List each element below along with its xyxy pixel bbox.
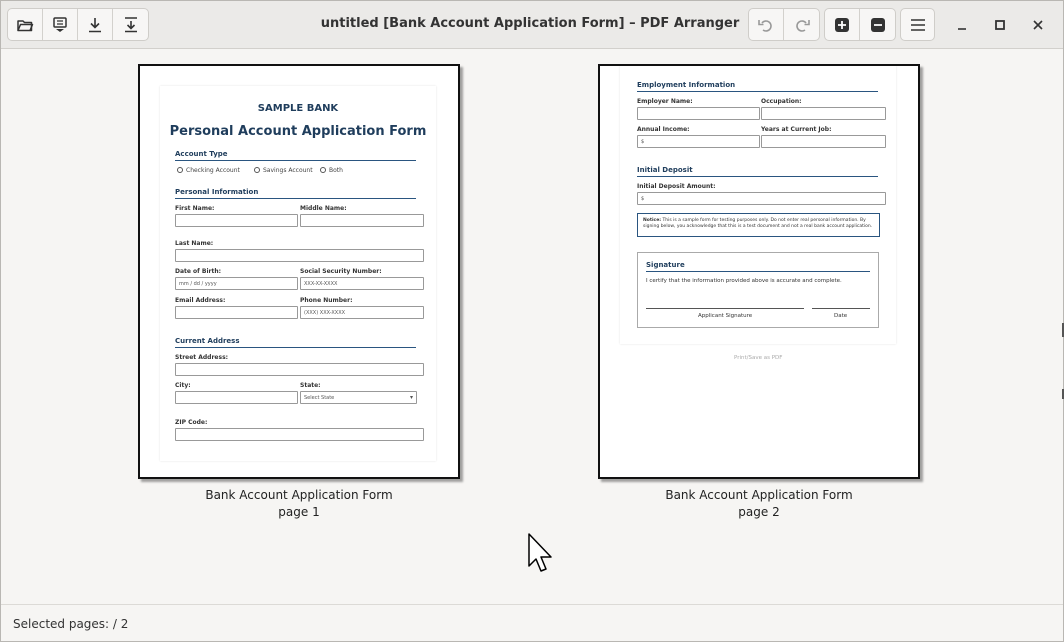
open-button[interactable] (8, 9, 43, 40)
import-button[interactable] (43, 9, 78, 40)
label-years: Years at Current Job: (761, 126, 832, 133)
save-icon (86, 16, 104, 34)
field-middle-name (300, 214, 424, 227)
section-rule (175, 198, 416, 199)
page-thumbnail-1[interactable] (138, 64, 460, 479)
bank-name: SAMPLE BANK (257, 103, 339, 114)
page-caption-2 (598, 487, 920, 521)
label-city: City: (175, 382, 191, 389)
certify-text: I certify that the information provided above is accurate and complete. (646, 278, 842, 284)
close-icon (1031, 18, 1045, 32)
field-zip (175, 428, 424, 441)
label-middle-name: Middle Name: (300, 205, 347, 212)
label-deposit-amount: Initial Deposit Amount: (637, 183, 716, 190)
status-bar (1, 604, 1063, 641)
close-button[interactable] (1026, 13, 1050, 37)
section-signature: Signature (646, 261, 685, 269)
section-employment: Employment Information (637, 81, 736, 89)
minimize-icon (955, 18, 969, 32)
label-occupation: Occupation: (761, 98, 802, 105)
radio-savings: Savings Account (254, 167, 313, 174)
label-last-name: Last Name: (175, 240, 214, 247)
field-ssn: XXX-XX-XXXX (300, 277, 424, 290)
import-icon (51, 16, 69, 34)
radio-both: Both (320, 167, 343, 174)
field-income: $ (637, 135, 760, 148)
zoom-in-icon (833, 16, 851, 34)
section-current-address: Current Address (175, 337, 240, 345)
selected-pages-status: Selected pages: / 2 (13, 617, 129, 631)
undo-button[interactable] (749, 9, 784, 40)
label-state: State: (300, 382, 321, 389)
section-rule (175, 160, 416, 161)
maximize-icon (993, 18, 1007, 32)
main-menu-button[interactable] (900, 8, 935, 41)
label-income: Annual Income: (637, 126, 690, 133)
redo-icon (793, 16, 811, 34)
field-deposit-amount: $ (637, 192, 886, 205)
window-title: untitled [Bank Account Application Form] – PDF Arranger (320, 16, 740, 31)
field-state: Select State ▾ (300, 391, 417, 404)
applicant-signature-label: Applicant Signature (698, 313, 753, 319)
signature-line (646, 308, 804, 309)
field-street (175, 363, 424, 376)
undo-icon (757, 16, 775, 34)
field-first-name (175, 214, 298, 227)
header-bar (1, 1, 1063, 49)
menu-icon (909, 16, 927, 34)
field-phone: (XXX) XXX-XXXX (300, 306, 424, 319)
zoom-out-button[interactable] (860, 9, 895, 40)
label-dob: Date of Birth: (175, 268, 222, 275)
page-1-document (160, 86, 436, 461)
notice-box: Notice: This is a sample form for testing purposes only. Do not enter real personal information. By signing below, you acknowledge that this is a test document and not a real bank account application. (637, 213, 880, 237)
label-first-name: First Name: (175, 205, 215, 212)
section-account-type: Account Type (175, 150, 228, 158)
field-occupation (761, 107, 886, 120)
mouse-cursor-icon (527, 533, 555, 575)
page-2-number: page 2 (738, 505, 780, 519)
save-button[interactable] (78, 9, 113, 40)
history-button-group (748, 8, 820, 41)
save-as-icon (122, 16, 140, 34)
file-button-group (7, 8, 149, 41)
section-rule (637, 176, 878, 177)
section-personal-info: Personal Information (175, 188, 259, 196)
radio-checking: Checking Account (177, 167, 240, 174)
label-street: Street Address: (175, 354, 229, 361)
zoom-button-group (824, 8, 896, 41)
field-years (761, 135, 886, 148)
page-caption-1 (138, 487, 460, 521)
field-email (175, 306, 298, 319)
section-initial-deposit: Initial Deposit (637, 166, 693, 174)
section-rule (175, 347, 416, 348)
page-1-number: page 1 (278, 505, 320, 519)
label-employer: Employer Name: (637, 98, 693, 105)
field-employer (637, 107, 760, 120)
pages-view[interactable] (1, 50, 1063, 604)
maximize-button[interactable] (988, 13, 1012, 37)
print-save-link: Print/Save as PDF (734, 355, 783, 361)
redo-button[interactable] (784, 9, 819, 40)
date-line (812, 308, 870, 309)
minimize-button[interactable] (950, 13, 974, 37)
page-thumbnail-2[interactable] (598, 64, 920, 479)
label-ssn: Social Security Number: (300, 268, 382, 275)
section-rule (646, 271, 870, 272)
section-rule (637, 91, 878, 92)
open-icon (16, 16, 34, 34)
page-1-doc-name: Bank Account Application Form (205, 488, 393, 502)
label-zip: ZIP Code: (175, 419, 208, 426)
label-email: Email Address: (175, 297, 226, 304)
field-last-name (175, 249, 424, 262)
page-2-doc-name: Bank Account Application Form (665, 488, 853, 502)
save-as-button[interactable] (113, 9, 148, 40)
signature-box (637, 252, 879, 328)
page-2-document (620, 66, 896, 344)
field-dob: mm / dd / yyyy (175, 277, 298, 290)
date-label: Date (834, 313, 848, 319)
label-phone: Phone Number: (300, 297, 353, 304)
form-title: Personal Account Application Form (169, 124, 427, 139)
field-city (175, 391, 298, 404)
zoom-out-icon (869, 16, 887, 34)
zoom-in-button[interactable] (825, 9, 860, 40)
